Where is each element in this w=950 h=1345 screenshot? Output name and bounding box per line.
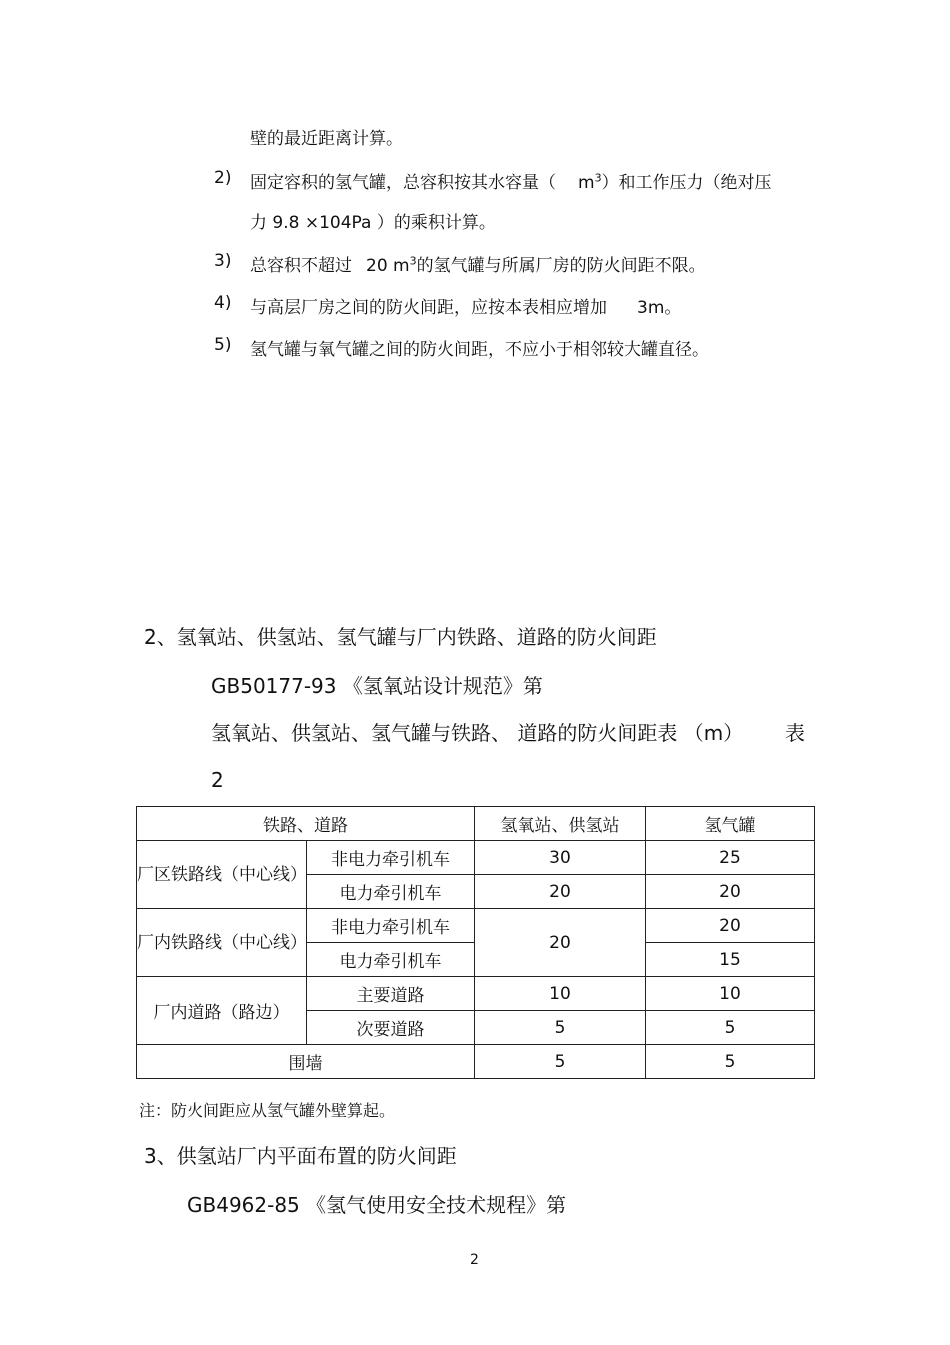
table-cell: 5 (646, 1011, 815, 1045)
table-cell: 20 (646, 909, 815, 943)
table-row (137, 1045, 815, 1079)
note-number: 2) (214, 168, 232, 188)
fire-distance-table (136, 806, 815, 1079)
note-text-line2: 力 9.8 ×104Pa ）的乘积计算。 (250, 213, 496, 233)
table-row (137, 977, 815, 1011)
table-cell: 电力牵引机车 (307, 875, 475, 909)
note-continuation: 壁的最近距离计算。 (250, 129, 403, 149)
table-row (137, 909, 815, 943)
table-row (137, 841, 815, 875)
table-cell: 30 (475, 841, 646, 875)
section-heading: 3、供氢站厂内平面布置的防火间距 (144, 1144, 457, 1168)
note-text: 氢气罐与氧气罐之间的防火间距，不应小于相邻较大罐直径。 (250, 340, 709, 360)
table-cell: 围墙 (137, 1045, 475, 1079)
section-heading: 2、氢氧站、供氢站、氢气罐与厂内铁路、道路的防火间距 (144, 625, 657, 649)
standard-reference: GB4962-85 《氢气使用安全技术规程》第 (187, 1193, 567, 1217)
group-label-cell: 厂区铁路线（中心线） (137, 841, 307, 909)
table-cell: 非电力牵引机车 (307, 909, 475, 943)
note-text: 固定容积的氢气罐，总容积按其水容量（ $m^3$）和工作压力（绝对压 (250, 171, 772, 193)
table-cell: 主要道路 (307, 977, 475, 1011)
header-cell: 铁路、道路 (137, 807, 475, 841)
table-cell: 20 (646, 875, 815, 909)
table-cell: 20 (475, 875, 646, 909)
table-cell: 次要道路 (307, 1011, 475, 1045)
table-cell: 电力牵引机车 (307, 943, 475, 977)
merged-cell: 20 (475, 909, 646, 977)
table-cell: 10 (646, 977, 815, 1011)
table-cell: 5 (646, 1045, 815, 1079)
table-caption-label: 表 (785, 721, 805, 745)
table-cell: 非电力牵引机车 (307, 841, 475, 875)
group-label-cell: 厂内道路（路边） (137, 977, 307, 1045)
table-cell: 5 (475, 1045, 646, 1079)
header-cell: 氢氧站、供氢站 (475, 807, 646, 841)
note-text: 与高层厂房之间的防火间距，应按本表相应增加 3m。 (250, 298, 682, 318)
note-text: 总容积不超过 20 $m^3$的氢气罐与所属厂房的防火间距不限。 (250, 254, 706, 276)
table-cell: 15 (646, 943, 815, 977)
page-number: 2 (470, 1252, 479, 1268)
table-cell: 10 (475, 977, 646, 1011)
table-header-row (137, 807, 815, 841)
group-label-cell: 厂内铁路线（中心线） (137, 909, 307, 977)
table-cell: 5 (475, 1011, 646, 1045)
note-number: 3) (214, 251, 232, 271)
table-caption: 氢氧站、供氢站、氢气罐与铁路、 道路的防火间距表 （m） (211, 721, 744, 745)
note-number: 5) (214, 335, 232, 355)
table-caption-number: 2 (211, 768, 224, 792)
note-number: 4) (214, 293, 232, 313)
standard-reference: GB50177-93 《氢氧站设计规范》第 (211, 674, 543, 698)
table-note: 注：防火间距应从氢气罐外壁算起。 (139, 1101, 396, 1120)
header-cell: 氢气罐 (646, 807, 815, 841)
table-cell: 25 (646, 841, 815, 875)
